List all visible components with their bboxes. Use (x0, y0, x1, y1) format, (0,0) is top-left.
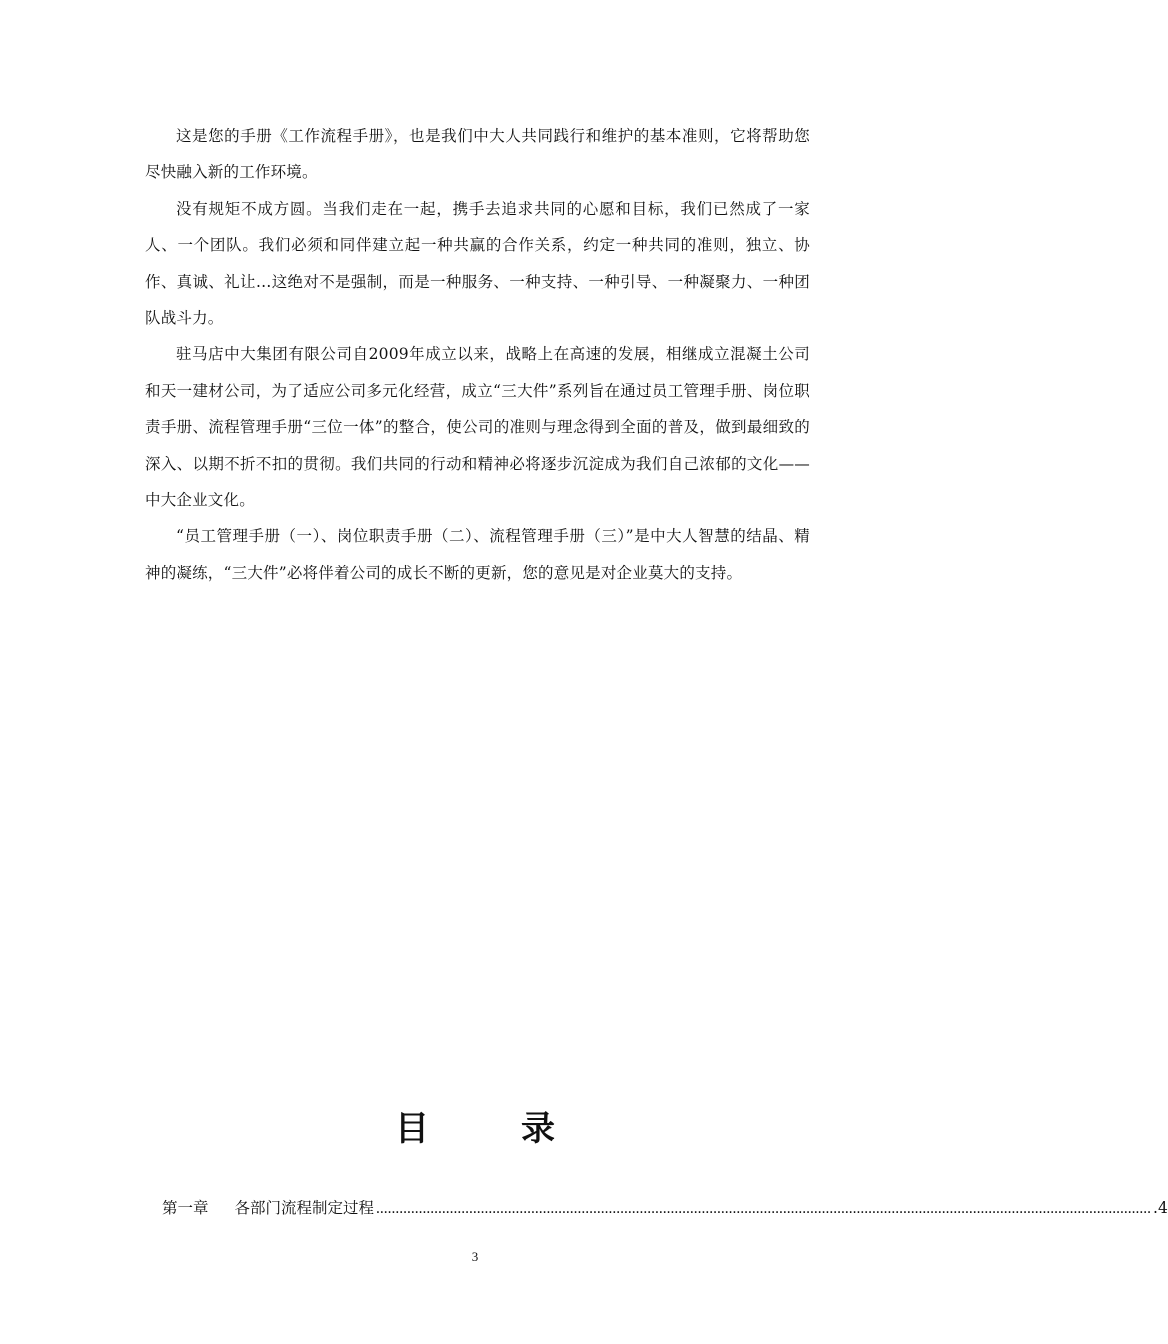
toc-dot-leader: ........................................................................................................................................................................................................ (376, 1200, 1152, 1217)
intro-paragraph: 这是您的手册《工作流程手册》，也是我们中大人共同践行和维护的基本准则，它将帮助您尽快融入新的工作环境。 (145, 127, 810, 182)
intro-section (145, 118, 810, 591)
intro-paragraph: 驻马店中大集团有限公司自2009年成立以来，战略上在高速的发展，相继成立混凝土公司和天一建材公司，为了适应公司多元化经营，成立“三大件”系列旨在通过员工管理手册、岗位职责手册、流程管理手册“三位一体”的整合，使公司的准则与理念得到全面的普及，做到最细致的深入、以期不折不扣的贯彻。我们共同的行动和精神必将逐步沉淀成为我们自己浓郁的文化——中大企业文化。 (145, 345, 810, 510)
page-number: 3 (471, 1249, 479, 1264)
toc-title-char: 目 (395, 1109, 429, 1149)
toc-title-char: 录 (521, 1109, 555, 1149)
intro-paragraph: “员工管理手册（一）、岗位职责手册（二）、流程管理手册（三）”是中大人智慧的结晶、精神的凝练，“三大件”必将伴着公司的成长不断的更新，您的意见是对企业莫大的支持。 (145, 527, 810, 582)
toc-chapter-number: 第一章 (162, 1199, 209, 1217)
toc-page-number: .4 (1153, 1199, 1168, 1217)
intro-paragraph: 没有规矩不成方圆。当我们走在一起，携手去追求共同的心愿和目标，我们已然成了一家人、一个团队。我们必须和同伴建立起一种共赢的合作关系，约定一种共同的准则，独立、协作、真诚、礼让…这绝对不是强制，而是一种服务、一种支持、一种引导、一种凝聚力、一种团队战斗力。 (145, 199, 810, 328)
toc-chapter-title: 各部门流程制定过程 (234, 1199, 375, 1217)
toc-title (0, 1104, 950, 1154)
toc-entry[interactable] (162, 1196, 1168, 1221)
